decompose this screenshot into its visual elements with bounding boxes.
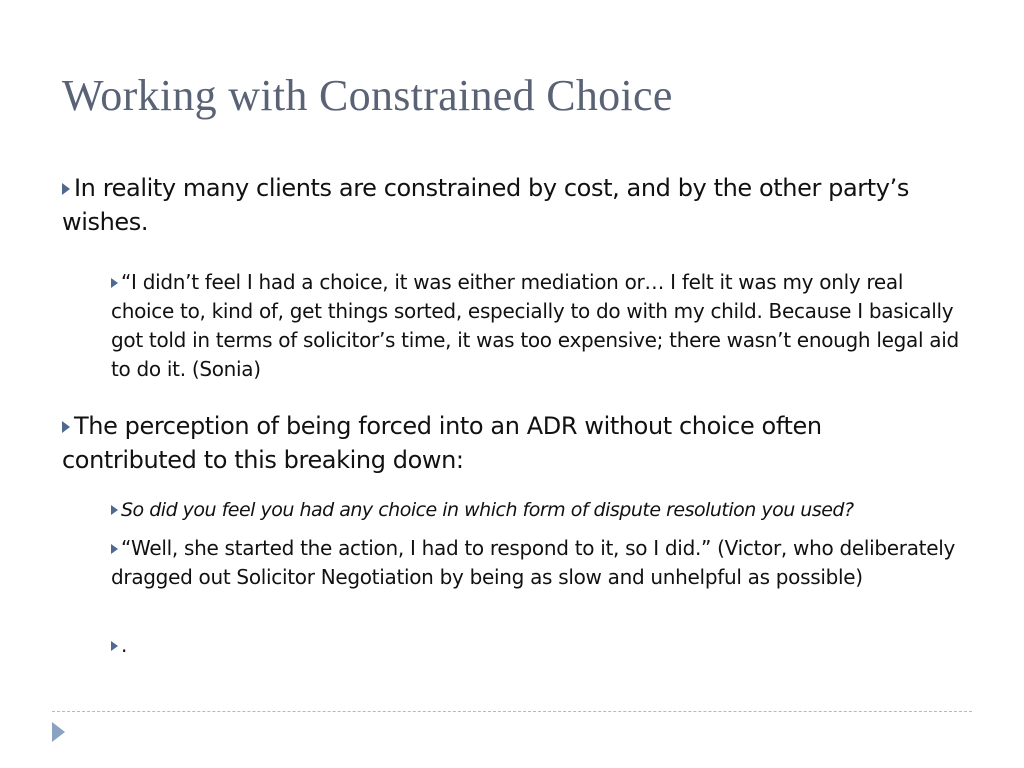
bullet-arrow-icon [62,183,70,195]
bullet-level2-victor-quote [111,534,971,592]
bullet-arrow-icon [111,278,118,288]
footer-divider [52,711,972,712]
bullet-arrow-icon [111,544,118,554]
bullet-text: So did you feel you had any choice in which form of dispute resolution you used? [121,499,854,521]
bullet-text: “I didn’t feel I had a choice, it was either mediation or… I felt it was my only real choice to, kind of, get things sorted, especially to do with my child. Because I basically got told in terms of solicitor’s time, it was too expensive; there wasn’t enough legal aid to do it. (Sonia) [111,270,959,381]
bullet-level1-perception [62,409,942,477]
bullet-level2-question [111,496,971,525]
footer-triangle-icon [52,722,65,742]
bullet-arrow-icon [111,505,118,515]
bullet-arrow-icon [111,641,118,651]
slide-title: Working with Constrained Choice [62,71,673,120]
bullet-level1-constrained [62,171,942,239]
bullet-text: “Well, she started the action, I had to respond to it, so I did.” (Victor, who deliberately dragged out Solicitor Negotiation by being as slow and unhelpful as possible) [111,536,956,589]
bullet-text: . [121,633,128,657]
bullet-arrow-icon [62,421,70,433]
bullet-level2-empty [111,631,971,660]
bullet-text: In reality many clients are constrained by cost, and by the other party’s wishes. [62,174,909,236]
bullet-level2-sonia-quote [111,268,971,384]
bullet-text: The perception of being forced into an ADR without choice often contributed to this breaking down: [62,412,822,474]
